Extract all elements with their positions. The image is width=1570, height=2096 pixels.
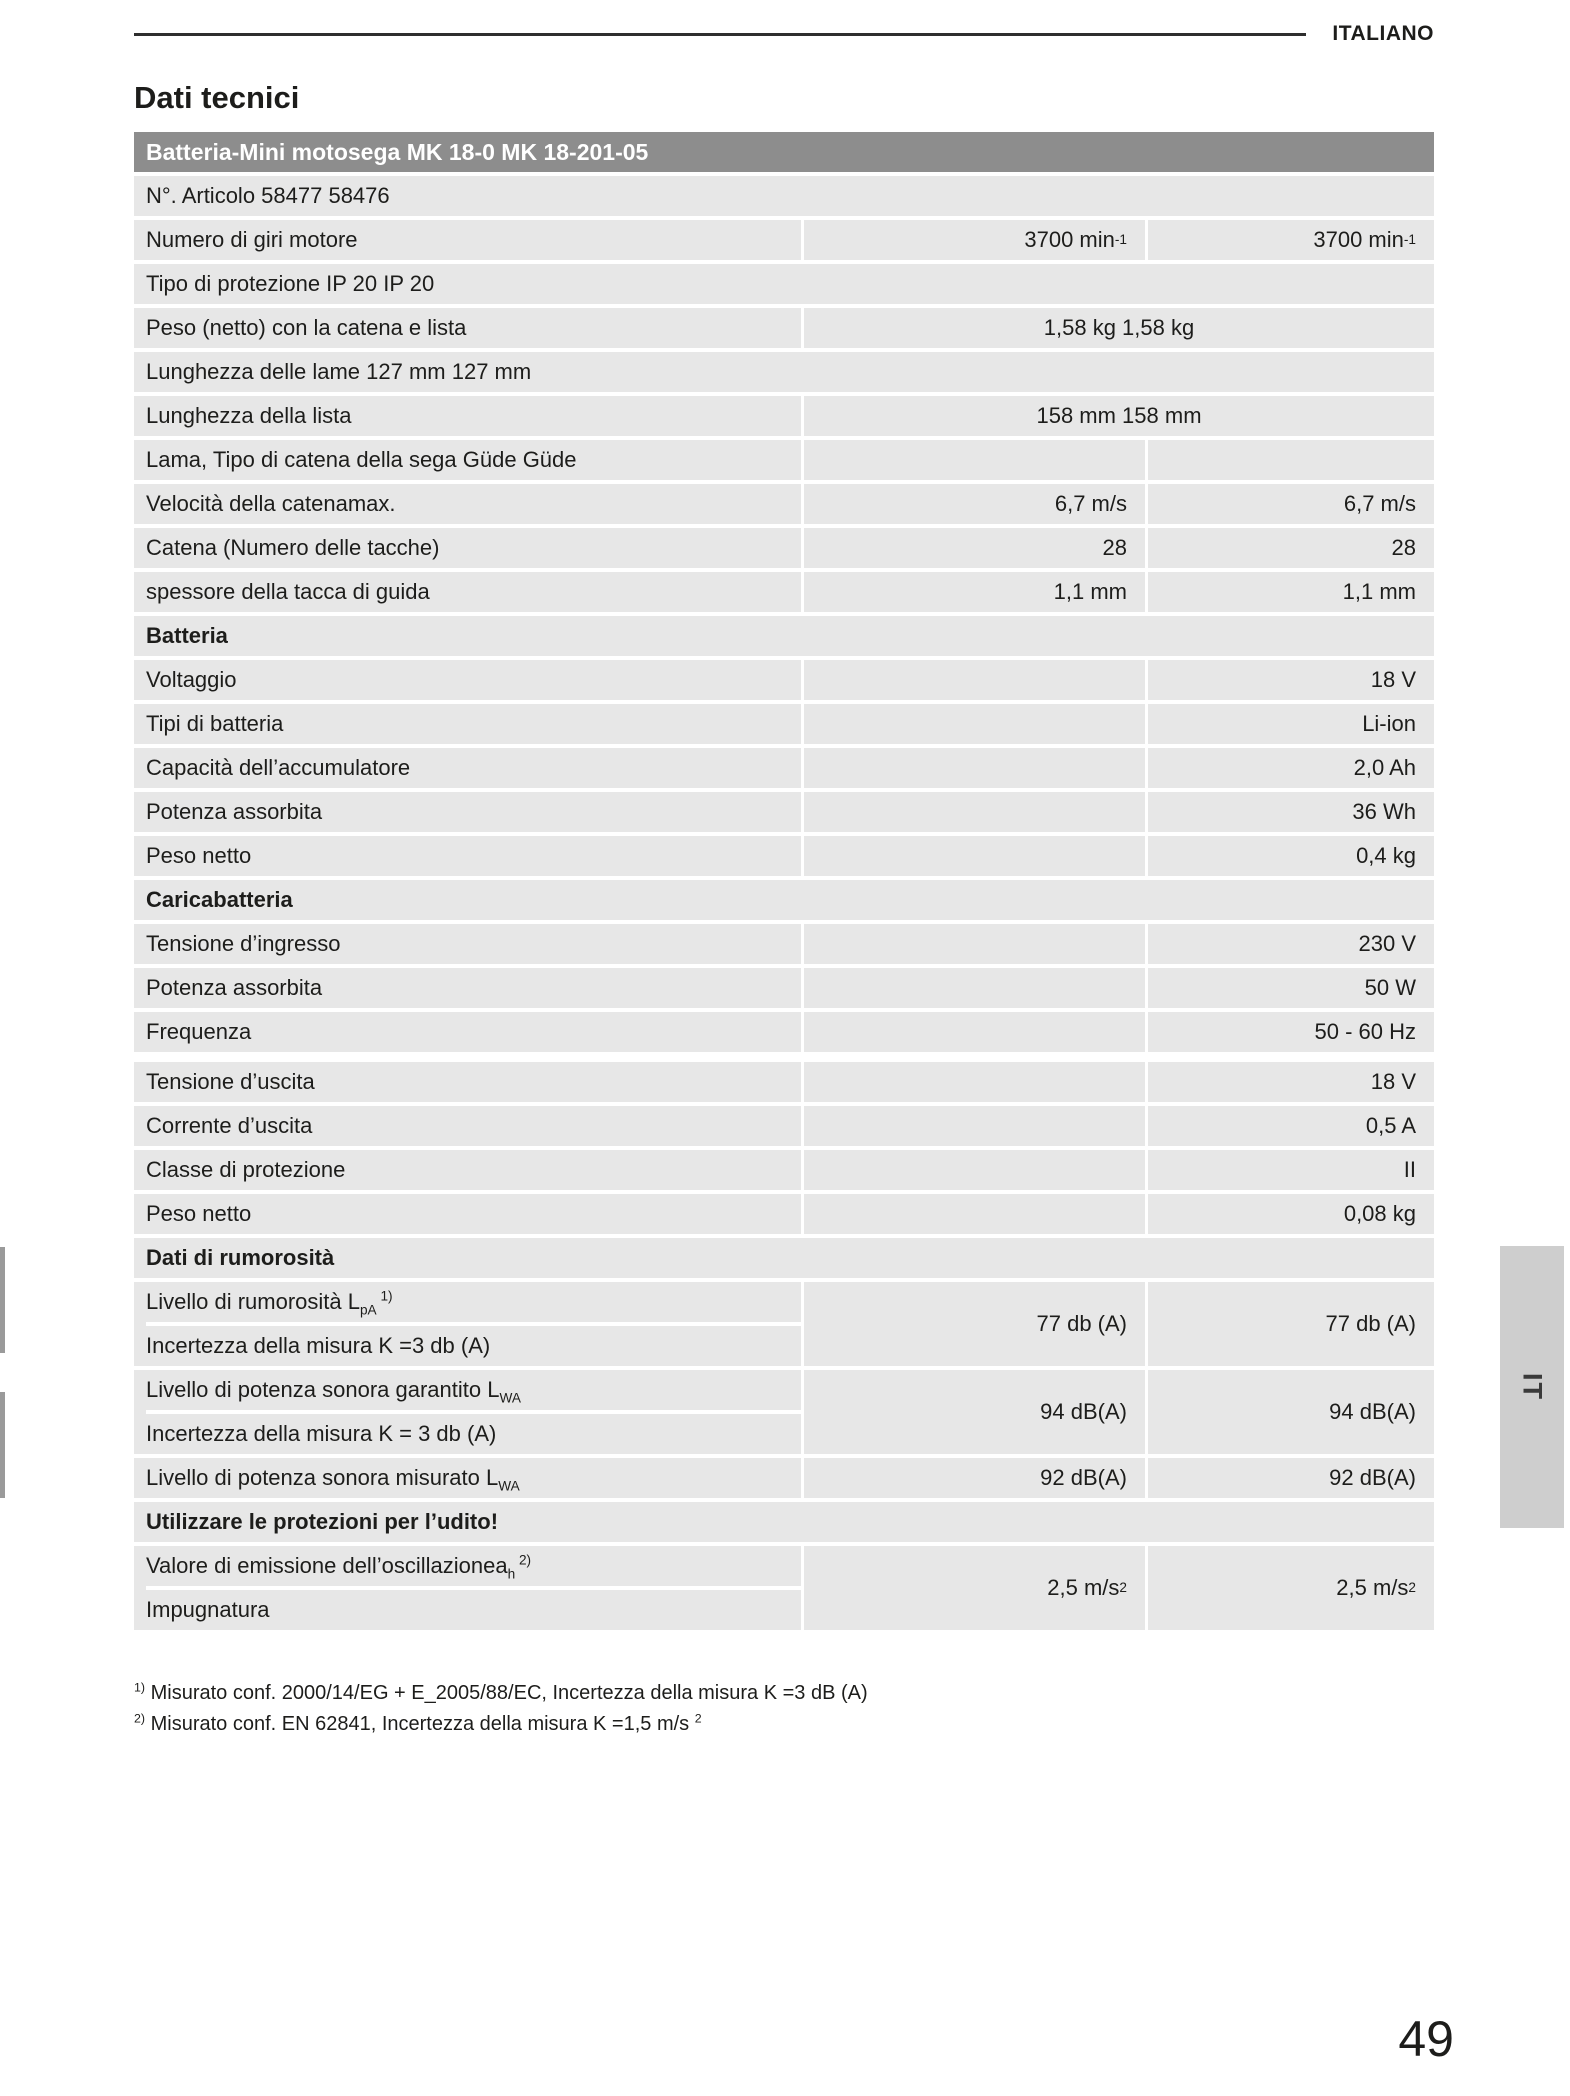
row-value-col2	[1148, 528, 1434, 568]
row-label-line	[146, 1370, 801, 1410]
text-run: II	[1403, 1157, 1416, 1182]
row-label-line	[146, 748, 801, 788]
row-label-line	[146, 308, 801, 348]
row-label-line	[146, 880, 1434, 920]
row-value-col2	[1148, 1062, 1434, 1102]
table-row	[134, 176, 1434, 216]
text-run: 28	[1391, 535, 1416, 560]
text-run: Tipi di batteria	[146, 711, 284, 736]
text-run: Dati di rumorosità	[146, 1245, 335, 1270]
row-value-col1	[804, 528, 1145, 568]
page-content	[134, 0, 1434, 1740]
text-run: Tensione d’uscita	[146, 1069, 315, 1094]
row-label	[134, 1106, 801, 1146]
text-run: Potenza assorbita	[146, 975, 323, 1000]
sub-text: WA	[499, 1390, 521, 1406]
row-label-line	[146, 1546, 801, 1586]
table-row	[134, 748, 1434, 788]
text-run: 3700 min	[1313, 227, 1404, 252]
sup-text: 1)	[376, 1288, 393, 1304]
row-label-line	[146, 572, 801, 612]
row-value-col1	[804, 1458, 1145, 1498]
text-run: 77 db (A)	[1036, 1311, 1127, 1336]
row-value-col1	[804, 572, 1145, 612]
row-value-col2	[1148, 968, 1434, 1008]
row-label	[134, 176, 1434, 216]
text-run: Caricabatteria	[146, 887, 293, 912]
text-run: Lama, Tipo di catena della sega Güde Güde	[146, 447, 577, 472]
row-value-col1	[804, 792, 1145, 832]
text-run: 1,1 mm	[1342, 579, 1416, 604]
row-value-col1	[804, 660, 1145, 700]
sub-text: pA	[359, 1302, 377, 1318]
table-rows	[134, 176, 1434, 1630]
text-run: 77 db (A)	[1325, 1311, 1416, 1336]
row-value-col2	[1148, 440, 1434, 480]
row-label	[134, 1282, 801, 1366]
row-value-col2	[1148, 1370, 1434, 1454]
sup-text: 2)	[134, 1711, 146, 1726]
table-row	[134, 572, 1434, 612]
row-label	[134, 660, 801, 700]
text-run: 2,5 m/s	[1336, 1575, 1409, 1600]
row-label	[134, 1012, 801, 1052]
row-label-line	[146, 1062, 801, 1102]
row-label-line	[146, 1106, 801, 1146]
table-section-row	[134, 616, 1434, 656]
table-row	[134, 660, 1434, 700]
text-run: 6,7 m/s	[1343, 491, 1416, 516]
table-header-bar: Batteria-Mini motosega MK 18-0 MK 18-201-05	[134, 132, 1434, 172]
text-run: 92 dB(A)	[1329, 1465, 1416, 1490]
text-run: 158 mm 158 mm	[1036, 403, 1202, 428]
row-label-line	[146, 660, 801, 700]
row-label	[134, 616, 1434, 656]
text-run: Utilizzare le protezioni per l’udito!	[146, 1509, 499, 1534]
footnotes	[134, 1678, 1434, 1740]
row-label-line	[146, 528, 801, 568]
row-label-line	[146, 1502, 1434, 1542]
footnote-line	[134, 1678, 1434, 1709]
row-value-col2	[1148, 1194, 1434, 1234]
language-label: ITALIANO	[1332, 22, 1434, 45]
page-title: Dati tecnici	[134, 80, 300, 115]
text-run: 2,5 m/s	[1047, 1575, 1120, 1600]
row-label-line	[146, 616, 1434, 656]
row-value-merged	[804, 396, 1434, 436]
text-run: 1,58 kg 1,58 kg	[1043, 315, 1195, 340]
row-label-line	[146, 792, 801, 832]
sup-text: 2	[694, 1711, 702, 1726]
row-label	[134, 748, 801, 788]
row-value-col1	[804, 704, 1145, 744]
row-label-line	[146, 1282, 801, 1322]
table-row	[134, 440, 1434, 480]
text-run: Frequenza	[146, 1019, 252, 1044]
table-section-row	[134, 880, 1434, 920]
text-run: 2,0 Ah	[1353, 755, 1416, 780]
text-run: Misurato conf. 2000/14/EG + E_2005/88/EC, Incertezza della misura K =3 dB (A)	[145, 1682, 868, 1704]
text-run: 92 dB(A)	[1040, 1465, 1127, 1490]
text-run: Livello di potenza sonora misurato L	[146, 1465, 499, 1490]
text-run: Valore di emissione dell’oscillazione	[146, 1553, 496, 1578]
row-label-line	[146, 352, 1434, 392]
technical-data-table	[134, 132, 1434, 1630]
table-row	[134, 1150, 1434, 1190]
sub-text: WA	[498, 1478, 520, 1494]
page-number: 49	[1398, 2011, 1454, 2067]
text-run: a	[495, 1553, 508, 1578]
table-row	[134, 352, 1434, 392]
row-value-col2	[1148, 748, 1434, 788]
text-run: Peso (netto) con la catena e lista	[146, 315, 467, 340]
row-value-col1	[804, 836, 1145, 876]
row-value-col2	[1148, 1458, 1434, 1498]
text-run: N°. Articolo 58477 58476	[146, 183, 390, 208]
text-run: Incertezza della misura K = 3 db (A)	[146, 1421, 497, 1446]
text-run: Batteria	[146, 623, 228, 648]
left-edge-mark	[0, 1247, 5, 1353]
table-row	[134, 792, 1434, 832]
row-label	[134, 528, 801, 568]
text-run: Misurato conf. EN 62841, Incertezza della misura K =1,5 m/s	[145, 1713, 695, 1735]
table-row	[134, 264, 1434, 304]
text-run: 0,08 kg	[1343, 1201, 1416, 1226]
text-run: 28	[1102, 535, 1127, 560]
text-run: Capacità dell’accumulatore	[146, 755, 411, 780]
row-value-col2	[1148, 924, 1434, 964]
table-row	[134, 528, 1434, 568]
row-label	[134, 792, 801, 832]
row-value-col1	[804, 1012, 1145, 1052]
row-label-line	[146, 1410, 801, 1454]
row-label	[134, 880, 1434, 920]
row-label-line	[146, 396, 801, 436]
row-label-line	[146, 264, 1434, 304]
row-label	[134, 1546, 801, 1630]
table-row	[134, 1370, 1434, 1454]
row-value-col2	[1148, 1012, 1434, 1052]
row-label	[134, 220, 801, 260]
row-value-col2	[1148, 572, 1434, 612]
row-value-col2	[1148, 836, 1434, 876]
row-value-col2	[1148, 792, 1434, 832]
sub-text: h	[507, 1566, 516, 1582]
row-label	[134, 836, 801, 876]
text-run: Incertezza della misura K =3 db (A)	[146, 1333, 491, 1358]
text-run: 18 V	[1370, 667, 1416, 692]
row-label	[134, 352, 1434, 392]
row-label-line	[146, 176, 1434, 216]
sup-text: 2)	[515, 1552, 532, 1568]
table-section-row	[134, 1502, 1434, 1542]
row-value-col2	[1148, 1150, 1434, 1190]
row-label	[134, 968, 801, 1008]
row-value-col1	[804, 1282, 1145, 1366]
left-edge-mark	[0, 1392, 5, 1498]
text-run: Peso netto	[146, 1201, 252, 1226]
row-value-col1	[804, 1106, 1145, 1146]
table-row	[134, 220, 1434, 260]
text-run: Livello di rumorosità L	[146, 1289, 360, 1314]
row-label	[134, 1238, 1434, 1278]
table-row	[134, 1012, 1434, 1052]
text-run: Lunghezza delle lame 127 mm 127 mm	[146, 359, 532, 384]
text-run: Impugnatura	[146, 1597, 270, 1622]
row-value-col1	[804, 1194, 1145, 1234]
footnote-line	[134, 1709, 1434, 1740]
text-run: spessore della tacca di guida	[146, 579, 430, 604]
text-run: 94 dB(A)	[1040, 1399, 1127, 1424]
table-row	[134, 1106, 1434, 1146]
text-run: 94 dB(A)	[1329, 1399, 1416, 1424]
row-label-line	[146, 968, 801, 1008]
table-row	[134, 484, 1434, 524]
row-label-line	[146, 836, 801, 876]
text-run: Voltaggio	[146, 667, 237, 692]
row-value-col2	[1148, 660, 1434, 700]
row-label-line	[146, 1586, 801, 1630]
row-value-col2	[1148, 484, 1434, 524]
text-run: 18 V	[1370, 1069, 1416, 1094]
row-label	[134, 1502, 1434, 1542]
row-label	[134, 440, 801, 480]
row-value-col1	[804, 1062, 1145, 1102]
text-run: 3700 min	[1024, 227, 1115, 252]
row-label	[134, 308, 801, 348]
row-value-col2: 2,5 m/s 2	[1148, 1546, 1434, 1630]
table-row	[134, 1194, 1434, 1234]
row-label-line	[146, 1238, 1434, 1278]
sup-text: 1)	[134, 1680, 146, 1695]
text-run: Numero di giri motore	[146, 227, 358, 252]
text-run: 50 - 60 Hz	[1314, 1019, 1416, 1044]
text-run: Li-ion	[1362, 711, 1416, 736]
text-run: Tipo di protezione IP 20 IP 20	[146, 271, 435, 296]
row-value-col1	[804, 748, 1145, 788]
text-run: Classe di protezione	[146, 1157, 346, 1182]
text-run: Potenza assorbita	[146, 799, 323, 824]
table-row	[134, 968, 1434, 1008]
header-divider-line	[134, 33, 1306, 36]
language-side-tab	[1500, 1246, 1564, 1528]
table-section-row	[134, 1238, 1434, 1278]
row-label	[134, 1370, 801, 1454]
text-run: Livello di potenza sonora garantito L	[146, 1377, 500, 1402]
row-value-col1	[804, 484, 1145, 524]
row-label	[134, 1458, 801, 1498]
row-label	[134, 1150, 801, 1190]
text-run: 0,4 kg	[1356, 843, 1416, 868]
row-value-col2	[1148, 704, 1434, 744]
text-run: Lunghezza della lista	[146, 403, 352, 428]
row-label-line	[146, 1194, 801, 1234]
text-run: Peso netto	[146, 843, 252, 868]
row-label-line	[146, 1458, 801, 1498]
row-label-line	[146, 704, 801, 744]
row-value-merged	[804, 308, 1434, 348]
row-label-line	[146, 1150, 801, 1190]
row-label	[134, 704, 801, 744]
row-label-line	[146, 924, 801, 964]
row-value-col1	[804, 1150, 1145, 1190]
row-value-col1: 3700 min -1	[804, 220, 1145, 260]
text-run: Tensione d’ingresso	[146, 931, 341, 956]
row-label	[134, 572, 801, 612]
text-run: Corrente d’uscita	[146, 1113, 313, 1138]
text-run: 0,5 A	[1365, 1113, 1416, 1138]
text-run: 36 Wh	[1352, 799, 1416, 824]
table-row	[134, 1458, 1434, 1498]
row-label	[134, 264, 1434, 304]
row-value-col2	[1148, 1282, 1434, 1366]
text-run: 1,1 mm	[1053, 579, 1127, 604]
table-row	[134, 836, 1434, 876]
row-label-line	[146, 1012, 801, 1052]
table-row	[134, 1062, 1434, 1102]
row-value-col1	[804, 924, 1145, 964]
table-row	[134, 704, 1434, 744]
table-row	[134, 924, 1434, 964]
row-label-line	[146, 1322, 801, 1366]
row-label	[134, 1062, 801, 1102]
row-value-col2: 3700 min -1	[1148, 220, 1434, 260]
row-label-line	[146, 484, 801, 524]
row-label	[134, 396, 801, 436]
page-top-header	[134, 0, 1434, 46]
row-label	[134, 484, 801, 524]
text-run: 230 V	[1358, 931, 1416, 956]
row-value-col1	[804, 1370, 1145, 1454]
table-row	[134, 308, 1434, 348]
table-row	[134, 396, 1434, 436]
text-run: Catena (Numero delle tacche)	[146, 535, 440, 560]
side-tab-label: IT	[1517, 1373, 1548, 1401]
row-value-col2	[1148, 1106, 1434, 1146]
row-value-col1	[804, 968, 1145, 1008]
table-row	[134, 1282, 1434, 1366]
text-run: Velocità della catenamax.	[146, 491, 396, 516]
row-label	[134, 924, 801, 964]
row-value-col1	[804, 440, 1145, 480]
table-row	[134, 1546, 1434, 1630]
row-label-line	[146, 440, 801, 480]
row-label-line	[146, 220, 801, 260]
row-label	[134, 1194, 801, 1234]
row-value-col1: 2,5 m/s 2	[804, 1546, 1145, 1630]
text-run: 6,7 m/s	[1054, 491, 1127, 516]
text-run: 50 W	[1364, 975, 1416, 1000]
